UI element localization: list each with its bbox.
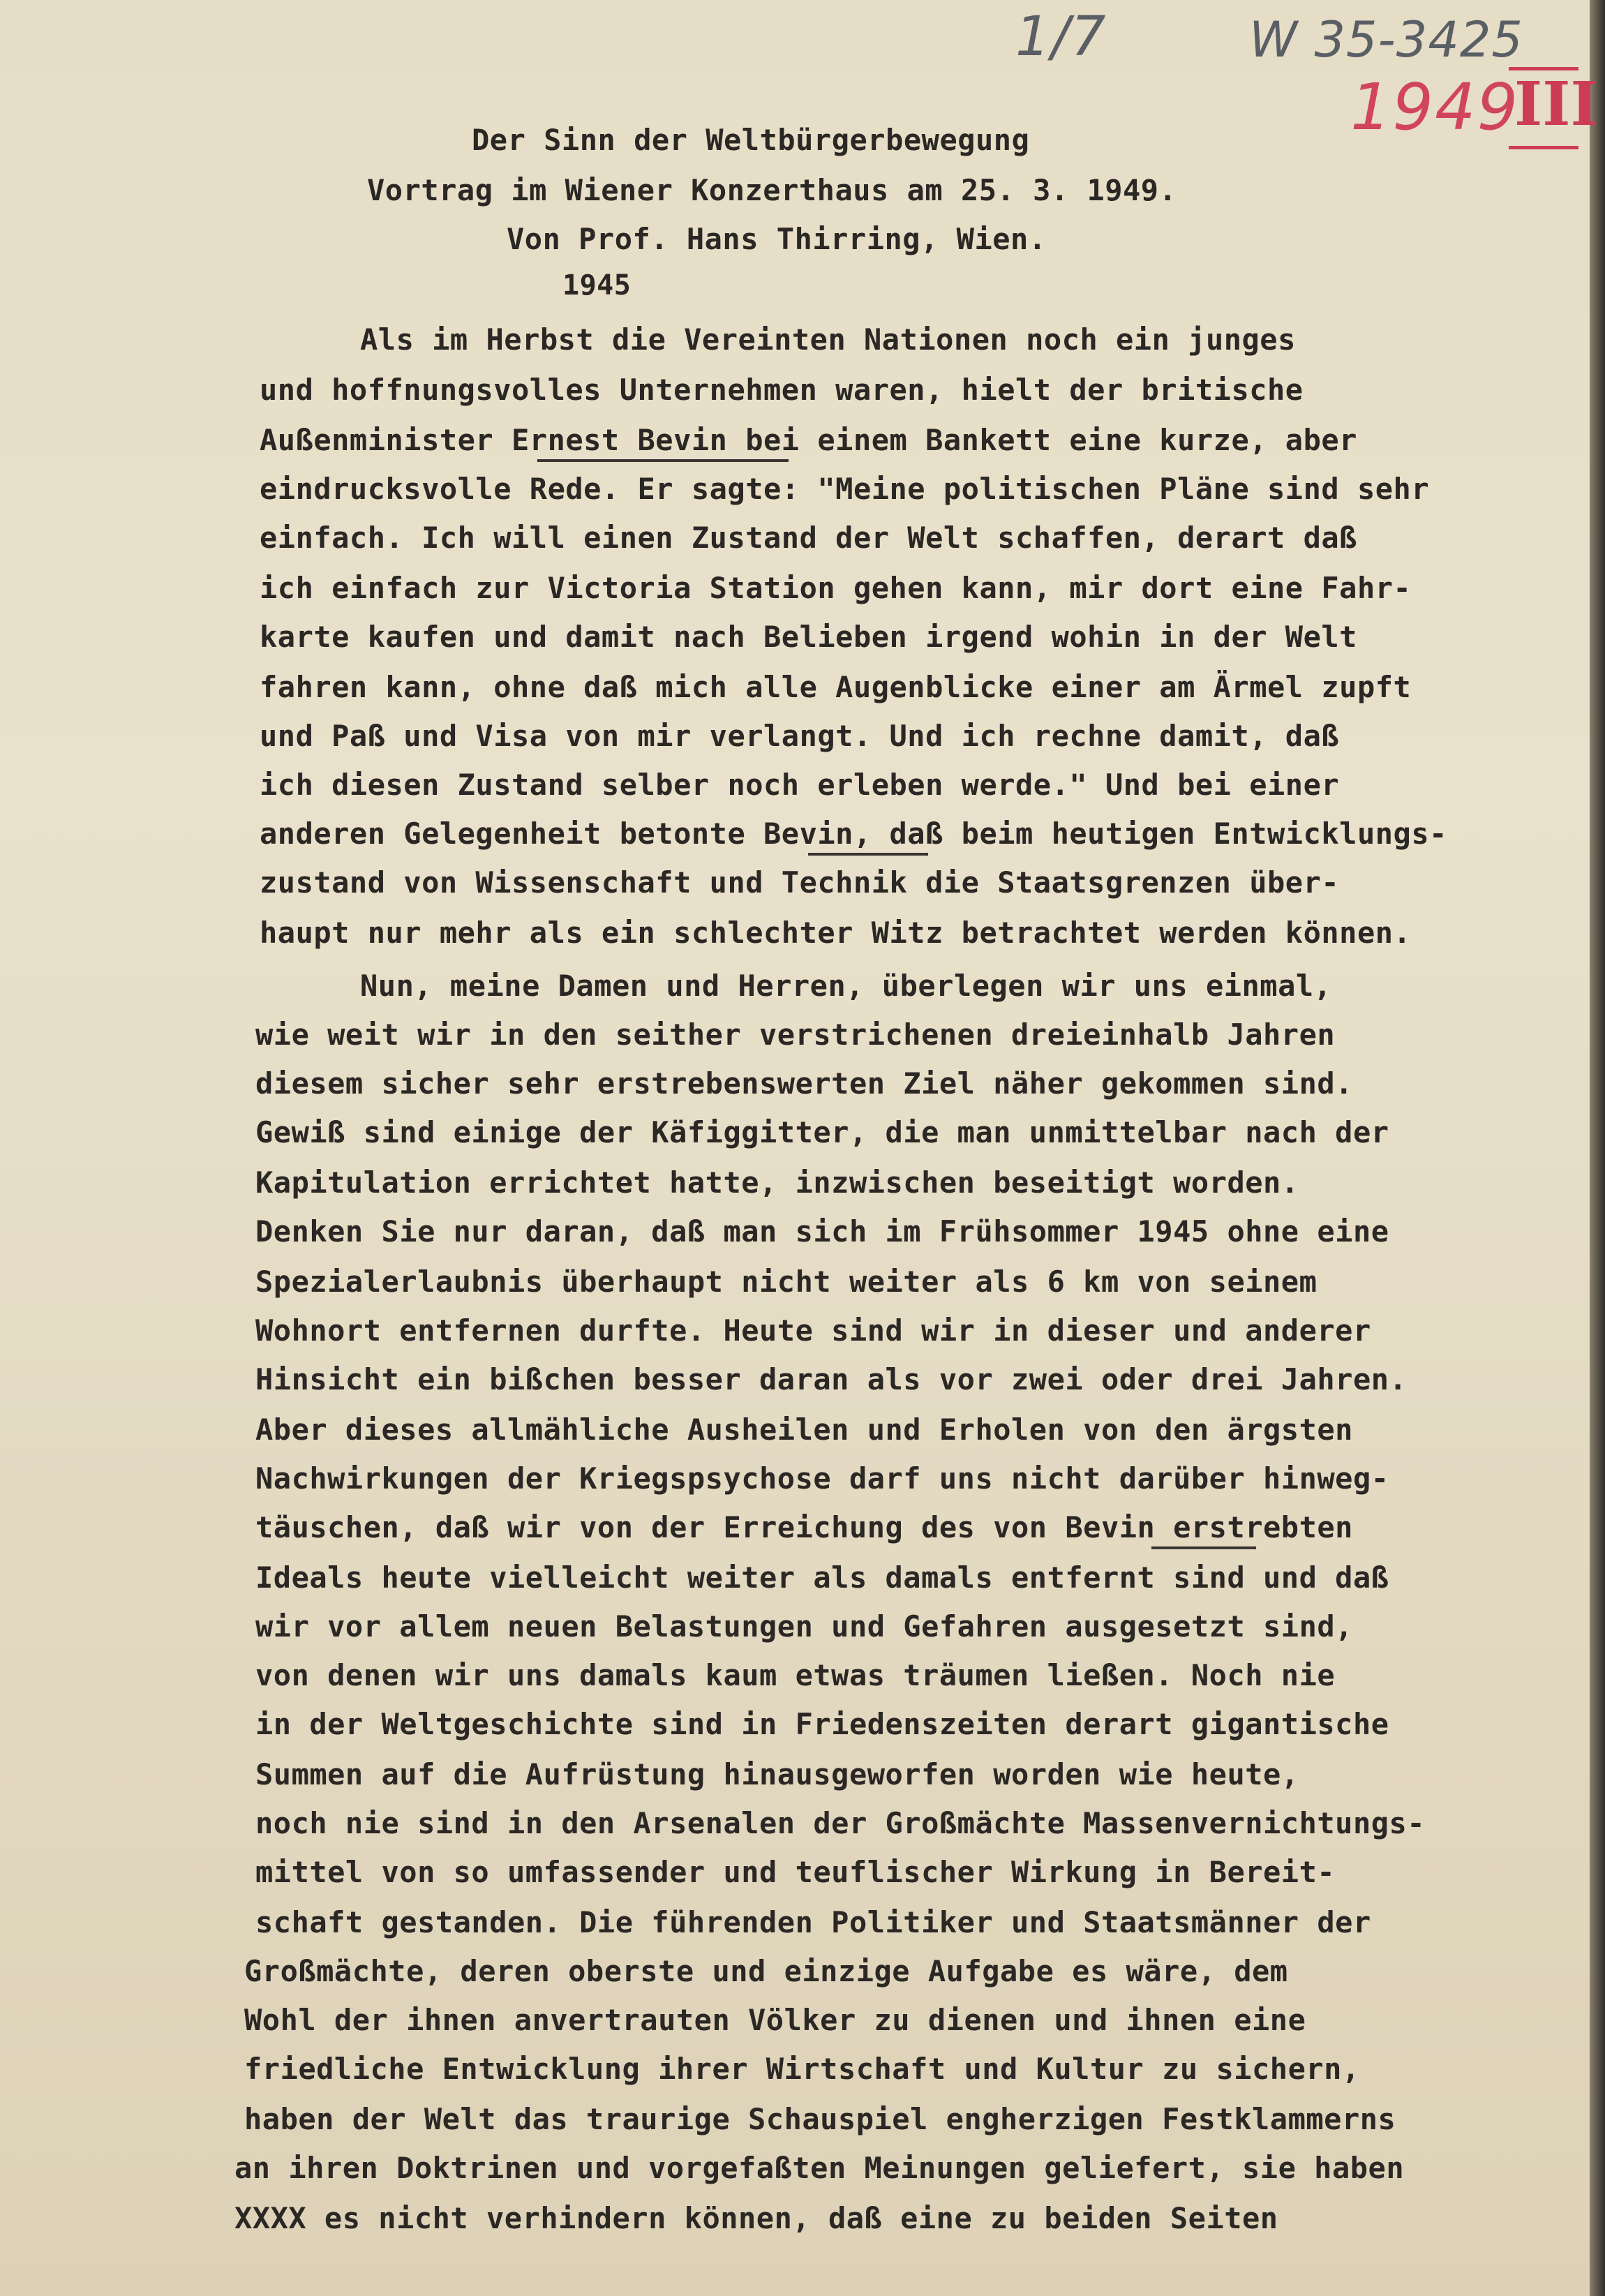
archive-volume-box [1509, 67, 1599, 149]
body-line: Ideals heute vielleicht weiter als damals entfernt sind und daß [255, 1560, 1389, 1595]
body-line: Summen auf die Aufrüstung hinausgeworfen worden wie heute, [255, 1757, 1299, 1791]
scan-edge-shadow [1590, 0, 1605, 2296]
body-line: fahren kann, ohne daß mich alle Augenblicke einer am Ärmel zupft [260, 670, 1412, 704]
body-line: ich diesen Zustand selber noch erleben werde." Und bei einer [260, 768, 1340, 802]
body-line: eindrucksvolle Rede. Er sagte: "Meine politischen Pläne sind sehr [260, 472, 1430, 506]
archive-year: 1949 [1350, 70, 1520, 144]
archive-volume: III [1514, 69, 1599, 140]
body-line: wie weit wir in den seither verstrichenen dreieinhalb Jahren [255, 1017, 1336, 1052]
underline-bevin [808, 853, 928, 856]
body-line: an ihren Doktrinen und vorgefaßten Meinungen geliefert, sie haben [234, 2151, 1405, 2185]
body-line: von denen wir uns damals kaum etwas träumen ließen. Noch nie [255, 1658, 1336, 1692]
body-line: friedliche Entwicklung ihrer Wirtschaft und Kultur zu sichern, [244, 2052, 1360, 2086]
body-line: haben der Welt das traurige Schauspiel engherzigen Festklammerns [244, 2102, 1396, 2136]
document-subtitle: Vortrag im Wiener Konzerthaus am 25. 3. 1949. [367, 173, 1177, 207]
body-line: täuschen, daß wir von der Erreichung des von Bevin erstrebten [255, 1510, 1353, 1544]
body-line: Kapitulation errichtet hatte, inzwischen beseitigt worden. [255, 1165, 1299, 1200]
body-line: in der Weltgeschichte sind in Friedenszeiten derart gigantische [255, 1707, 1389, 1741]
body-line: Wohnort entfernen durfte. Heute sind wir in dieser und anderer [255, 1313, 1371, 1348]
document-title: Der Sinn der Weltbürgerbewegung [472, 123, 1030, 157]
underline-ernest-bevin [537, 459, 789, 462]
body-line: Nachwirkungen der Kriegspsychose darf uns nicht darüber hinweg- [255, 1461, 1389, 1496]
archive-signature: W 35-3425 [1249, 11, 1523, 68]
body-line: und Paß und Visa von mir verlangt. Und ich rechne damit, daß [260, 719, 1340, 753]
body-line: Wohl der ihnen anvertrauten Völker zu dienen und ihnen eine [244, 2003, 1306, 2037]
document-author: Von Prof. Hans Thirring, Wien. [507, 222, 1047, 256]
body-line: Gewiß sind einige der Käfiggitter, die man unmittelbar nach der [255, 1115, 1389, 1149]
body-line: anderen Gelegenheit betonte Bevin, daß beim heutigen Entwicklungs- [260, 817, 1447, 851]
body-line: Spezialerlaubnis überhaupt nicht weiter als 6 km von seinem [255, 1265, 1317, 1299]
body-line: Als im Herbst die Vereinten Nationen noch ein junges [360, 322, 1296, 357]
body-line: Aber dieses allmähliche Ausheilen und Erholen von den ärgsten [255, 1412, 1353, 1447]
body-line: zustand von Wissenschaft und Technik die Staatsgrenzen über- [260, 865, 1340, 900]
body-line: Großmächte, deren oberste und einzige Aufgabe es wäre, dem [244, 1954, 1288, 1988]
body-line: noch nie sind in den Arsenalen der Großmächte Massenvernichtungs- [255, 1806, 1426, 1840]
underline-bevin [1151, 1546, 1256, 1549]
body-line: Denken Sie nur daran, daß man sich im Frühsommer 1945 ohne eine [255, 1214, 1389, 1248]
body-line: karte kaufen und damit nach Belieben irgend wohin in der Welt [260, 620, 1357, 654]
body-line: wir vor allem neuen Belastungen und Gefahren ausgesetzt sind, [255, 1609, 1353, 1643]
body-line: ich einfach zur Victoria Station gehen kann, mir dort eine Fahr- [260, 571, 1412, 605]
body-line: haupt nur mehr als ein schlechter Witz betrachtet werden können. [260, 916, 1412, 950]
body-line: diesem sicher sehr erstrebenswerten Ziel näher gekommen sind. [255, 1066, 1353, 1101]
body-line: Außenminister Ernest Bevin bei einem Bankett eine kurze, aber [260, 423, 1357, 457]
body-line: schaft gestanden. Die führenden Politiker und Staatsmänner der [255, 1905, 1371, 1939]
body-line: und hoffnungsvolles Unternehmen waren, hielt der britische [260, 373, 1304, 407]
body-line: einfach. Ich will einen Zustand der Welt schaffen, derart daß [260, 521, 1357, 555]
body-line: Nun, meine Damen und Herren, überlegen wir uns einmal, [360, 969, 1332, 1003]
body-line: XXXX es nicht verhindern können, daß eine zu beiden Seiten [234, 2201, 1278, 2235]
body-line: mittel von so umfassender und teuflischer Wirkung in Bereit- [255, 1855, 1336, 1889]
interlinear-year: 1945 [562, 269, 632, 301]
body-line: Hinsicht ein bißchen besser daran als vor zwei oder drei Jahren. [255, 1362, 1408, 1396]
archive-folio-number: 1/7 [1015, 6, 1107, 68]
